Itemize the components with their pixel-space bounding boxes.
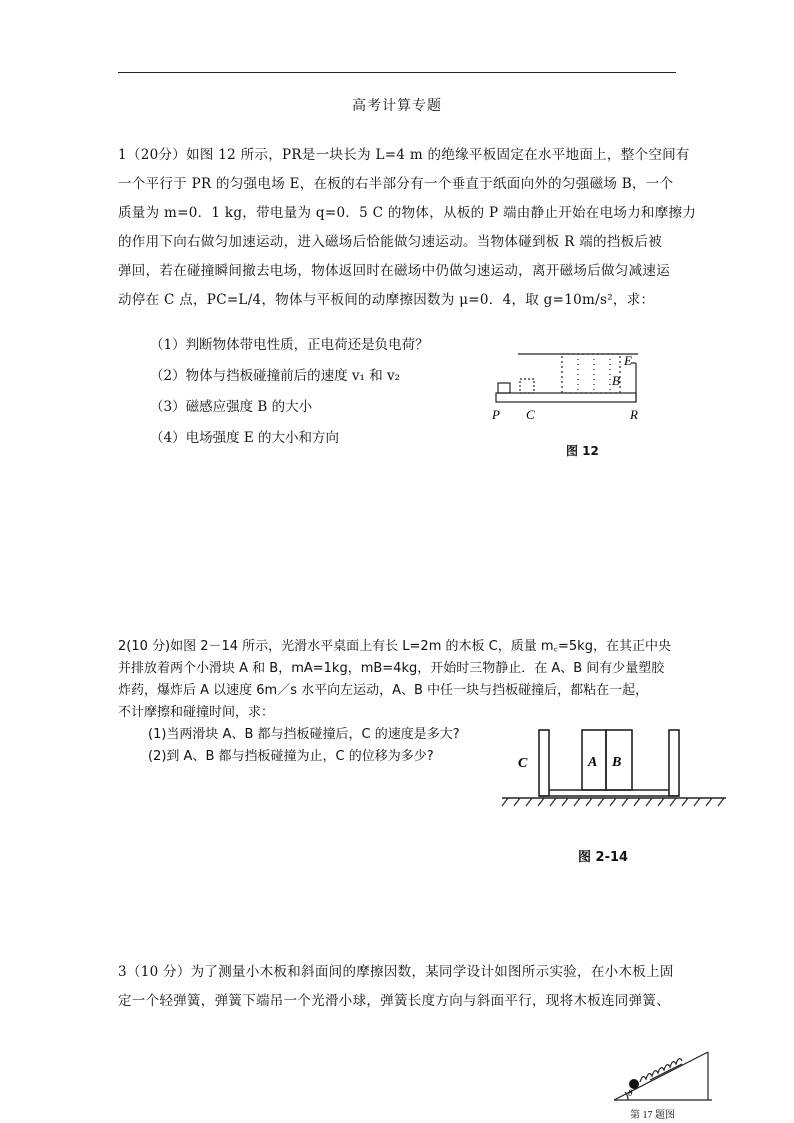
question-2-items bbox=[148, 724, 508, 768]
label-B: B bbox=[612, 373, 620, 388]
figure-2-14-caption: 图 2-14 bbox=[578, 850, 629, 865]
label-A: A bbox=[588, 755, 598, 770]
figure-2-14-diagram bbox=[498, 726, 730, 812]
label-E: E bbox=[624, 353, 632, 368]
label-C: C bbox=[518, 756, 528, 771]
q1-item-4: （4）电场强度 E 的大小和方向 bbox=[150, 430, 340, 446]
header-rule bbox=[118, 72, 676, 73]
q2-line: 并排放着两个小滑块 A 和 B，mA=1kg，mB=4kg，开始时三物静止．在 A、B 间有少量塑胶 bbox=[118, 661, 665, 676]
q1-item-1: （1）判断物体带电性质，正电荷还是负电荷？ bbox=[150, 337, 429, 353]
q1-item-3: （3）磁感应强度 B 的大小 bbox=[150, 399, 313, 415]
q1-line: 动停在 C 点，PC=L/4，物体与平板间的动摩擦因数为 μ=0．4，取 g=10m/s²，求： bbox=[118, 292, 655, 308]
q3-line: 定一个轻弹簧，弹簧下端吊一个光滑小球，弹簧长度方向与斜面平行，现将木板连同弹簧、 bbox=[118, 993, 670, 1009]
label-B: B bbox=[612, 755, 622, 770]
question-1-text bbox=[118, 141, 697, 315]
question-3-text bbox=[118, 958, 678, 1016]
figure-12-caption: 图 12 bbox=[566, 444, 599, 458]
q1-item-2: （2）物体与挡板碰撞前后的速度 v₁ 和 v₂ bbox=[150, 368, 401, 384]
figure-17-caption: 第 17 题图 bbox=[630, 1110, 675, 1121]
label-R: R bbox=[630, 407, 638, 422]
q1-line: 一个平行于 PR 的匀强电场 E，在板的右半部分有一个垂直于纸面向外的匀强磁场 B，一个 bbox=[118, 176, 674, 192]
q1-line: 质量为 m=0．1 kg，带电量为 q=0．5 C 的物体，从板的 P 端由静止开始在电场力和摩擦力 bbox=[118, 205, 697, 221]
q1-line: 的作用下向右做匀加速运动，进入磁场后恰能做匀速运动。当物体碰到板 R 端的挡板后被 bbox=[118, 234, 663, 250]
q2-item-1: (1)当两滑块 A、B 都与挡板碰撞后，C 的速度是多大? bbox=[148, 727, 460, 742]
page-title: 高考计算专题 bbox=[352, 98, 442, 114]
q3-line: 3（10 分）为了测量小木板和斜面间的摩擦因数，某同学设计如图所示实验，在小木板上固 bbox=[118, 964, 674, 980]
label-theta: θ bbox=[628, 1088, 633, 1098]
q1-line: 1（20分）如图 12 所示，PR是一块长为 L=4 m 的绝缘平板固定在水平地面上，整个空间有 bbox=[118, 147, 690, 163]
q1-line: 弹回，若在碰撞瞬间撤去电场，物体返回时在磁场中仍做匀速运动，离开磁场后做匀减速运 bbox=[118, 263, 670, 279]
figure-12-diagram bbox=[490, 345, 650, 427]
label-C: C bbox=[526, 407, 535, 422]
q2-line: 炸药，爆炸后 A 以速度 6m／s 水平向左运动，A、B 中任一块与挡板碰撞后，都粘在一起， bbox=[118, 683, 649, 698]
label-P: P bbox=[492, 407, 500, 422]
q2-line: 不计摩擦和碰撞时间，求： bbox=[118, 705, 275, 720]
q2-item-2: (2)到 A、B 都与挡板碰撞为止，C 的位移为多少? bbox=[148, 749, 434, 764]
question-2-text bbox=[118, 636, 688, 724]
figure-17-diagram bbox=[610, 1040, 716, 1106]
q2-line: 2(10 分)如图 2－14 所示，光滑水平桌面上有长 L=2m 的木板 C，质量 m꜀=5kg，在其正中央 bbox=[118, 639, 671, 654]
